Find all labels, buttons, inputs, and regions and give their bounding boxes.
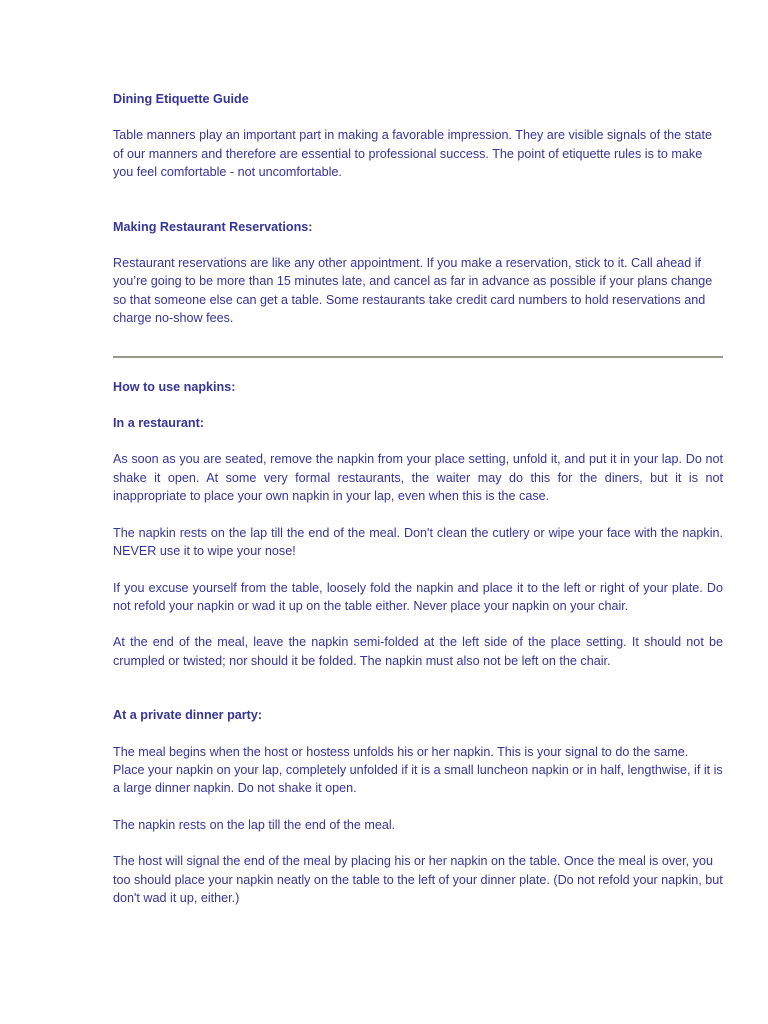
private-party-paragraph: The meal begins when the host or hostess unfolds his or her napkin. This is your signal to do the same. Place your napkin on your lap, completely unfolded if it is a small luncheon napkin or in half, lengthwise, if it is a large dinner napkin. Do not shake it open. xyxy=(113,744,723,796)
restaurant-paragraph: At the end of the meal, leave the napkin semi-folded at the left side of the place setting. It should not be crumpled or twisted; nor should it be folded. The napkin must also not be left on the chair. xyxy=(113,635,723,668)
private-party-paragraph: The napkin rests on the lap till the end of the meal. xyxy=(113,817,396,832)
restaurant-paragraph: As soon as you are seated, remove the napkin from your place setting, unfold it, and put it in your lap. Do not shake it open. At some very formal restaurants, the waiter may do this for the diners, but it is not inappropriate to place your own napkin in your lap, even when this is the case. xyxy=(113,452,723,504)
restaurant-heading: In a restaurant: xyxy=(113,416,204,431)
intro-paragraph: Table manners play an important part in making a favorable impression. They are visible signals of the state of our manners and therefore are essential to professional success. The point of etiquette rules is to make you feel comfortable - not uncomfortable. xyxy=(113,128,712,180)
restaurant-paragraph: If you excuse yourself from the table, loosely fold the napkin and place it to the left or right of your plate. Do not refold your napkin or wad it up on the table either. Never place your napkin on your chair. xyxy=(113,580,723,613)
document-title: Dining Etiquette Guide xyxy=(113,92,249,106)
restaurant-paragraph: The napkin rests on the lap till the end of the meal. Don't clean the cutlery or wipe your face with the napkin. NEVER use it to wipe your nose! xyxy=(113,525,723,559)
reservations-heading: Making Restaurant Reservations: xyxy=(113,219,313,234)
document-page xyxy=(113,90,723,907)
private-party-paragraph: The host will signal the end of the meal by placing his or her napkin on the table. Once the meal is over, you too should place your napkin neatly on the table to the left of your dinner plate. (Do not refold your napkin, but don't wad it up, either.) xyxy=(113,854,723,905)
private-party-heading: At a private dinner party: xyxy=(113,708,263,723)
reservations-paragraph: Restaurant reservations are like any other appointment. If you make a reservation, stick to it. Call ahead if you’re going to be more than 15 minutes late, and cancel as far in advance as possible if your plans change so that someone else can get a table. Some restaurants take credit card numbers to hold reservations and charge no-show fees. xyxy=(113,256,713,326)
napkins-heading: How to use napkins: xyxy=(113,379,236,394)
